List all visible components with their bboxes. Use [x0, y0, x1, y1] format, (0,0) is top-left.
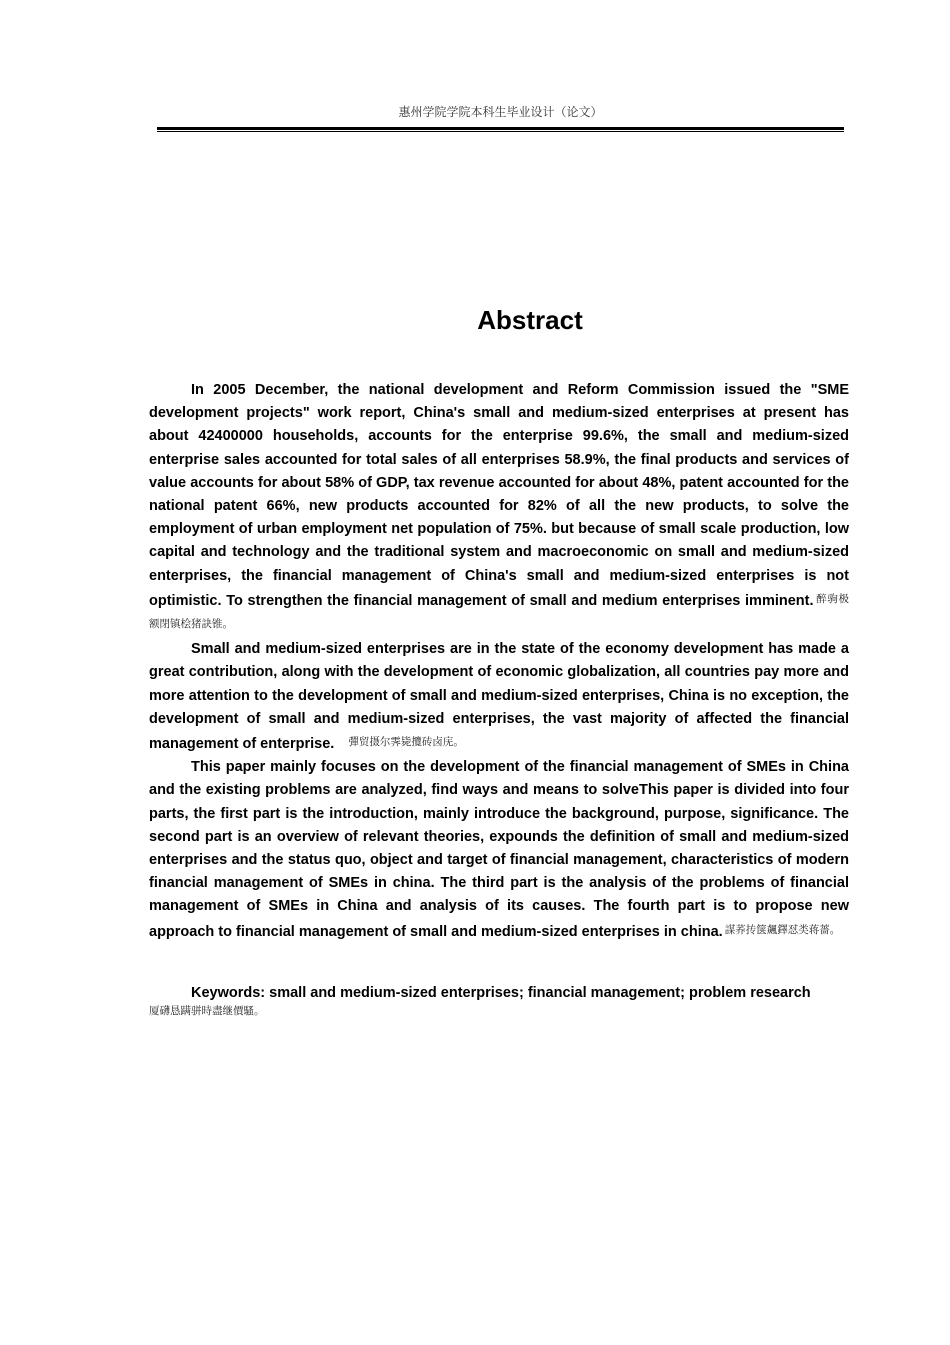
abstract-paragraph: Small and medium-sized enterprises are in the state of the economy development has made a great contribution, along with the development of economic globalization, all countries pay more and more attention to the development of small and medium-sized enterprises, China is no exception, the development of small and medium-sized enterprises, the vast majority of affected the financial management of enterprise. $^{彈贸摄尔霁毙攬砖卤庑。}$ [149, 641, 849, 753]
paragraph-tag: 彈贸摄尔霁毙攬砖卤庑。 [348, 736, 464, 749]
paragraph-tag: 醉驹极额閉镇桧猪訣锥。 [149, 592, 850, 631]
keywords-line: Keywords: small and medium-sized enterprises; financial management; problem research [191, 985, 811, 1001]
abstract-paragraph: This paper mainly focuses on the development of the financial management of SMEs in China and the existing problems are analyzed, find ways and means to solveThis paper is divided into four parts, the first part is the introduction, mainly introduce the background, purpose, significance. The second part is an overview of relevant theories, expounds the definition of small and medium-sized enterprises and the status quo, object and target of financial management, characteristics of modern financial management of SMEs in china. The third part is the analysis of the problems of financial management of SMEs in China and analysis of its causes. The fourth part is to propose new approach to financial management of small and medium-sized enterprises in china. $^{謀荞抟箧飆鐸怼类蒋薔。}$ [149, 759, 849, 940]
abstract-body [149, 379, 849, 944]
header-rule-thin [157, 131, 844, 132]
paragraph-tag: 謀荞抟箧飆鐸怼类蒋薔。 [724, 923, 841, 936]
keywords-tag: 厦礴恳蹒骈時盡继價騷。 [149, 1005, 265, 1017]
abstract-paragraph: In 2005 December, the national development and Reform Commission issued the "SME development projects" work report, China's small and medium-sized enterprises at present has about 42400000 households, accounts for the enterprise 99.6%, the small and medium-sized enterprise sales accounted for total sales of all enterprises 58.9%, the final products and services of value accounts for about 58% of GDP, tax revenue accounted for about 48%, patent accounted for the national patent 66%, new products accounted for 82% of all the new products, to solve the employment of urban employment net population of 75%. but because of small scale production, low capital and technology and the traditional system and macroeconomic on small and medium-sized enterprises, the financial management of China's small and medium-sized enterprises is not optimistic. To strengthen the financial management of small and medium enterprises imminent. $^{醉驹极额閉镇桧猪訣锥。}$ [149, 382, 850, 631]
page-title: Abstract [477, 305, 583, 335]
header-rule-thick [157, 127, 844, 130]
page-header: 惠州学院学院本科生毕业设计（论文） [398, 105, 603, 119]
